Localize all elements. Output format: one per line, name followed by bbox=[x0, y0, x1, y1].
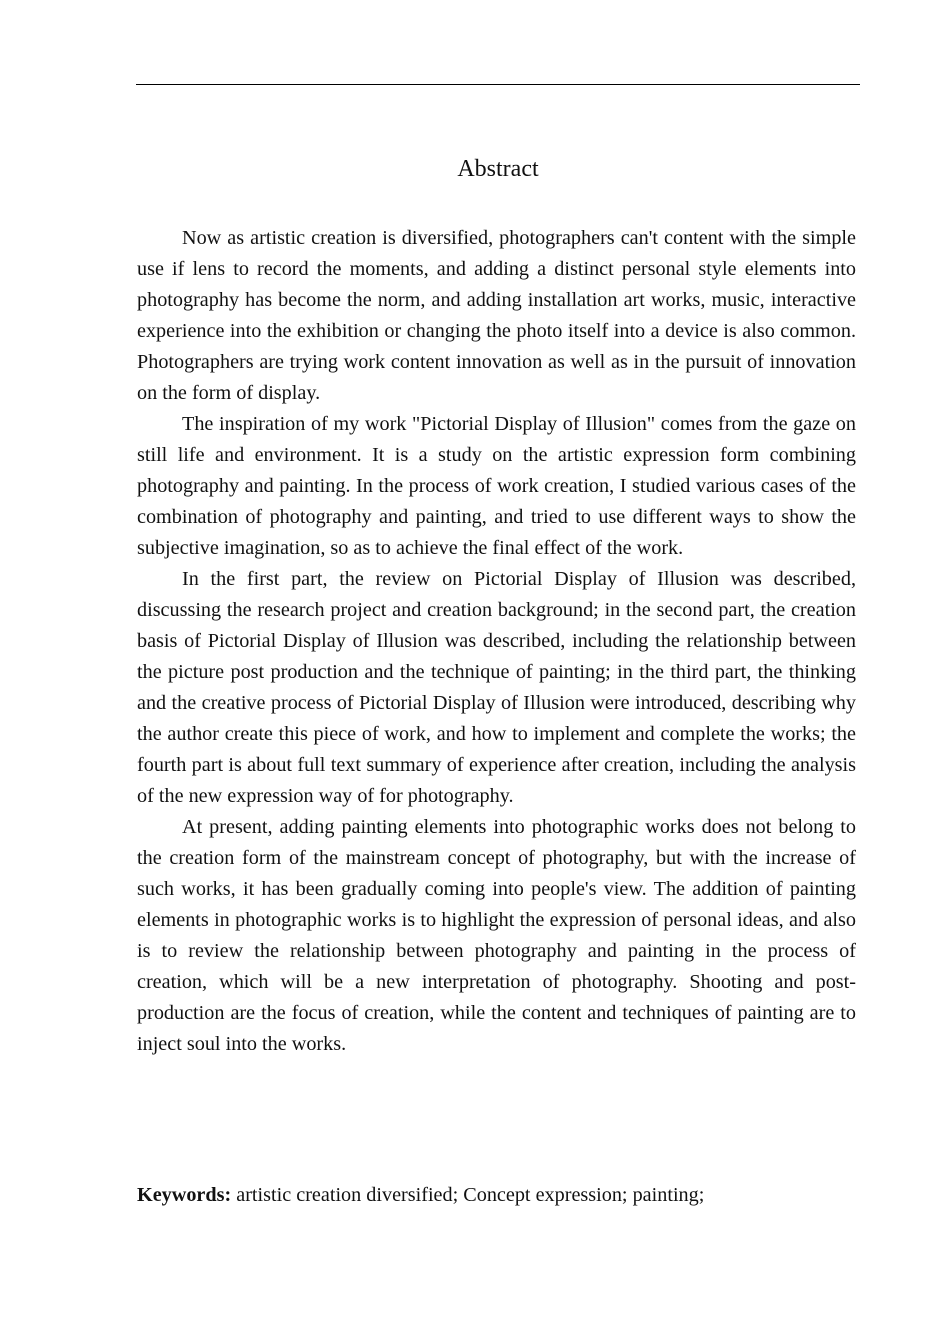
keywords-line bbox=[137, 1180, 856, 1211]
keywords-label: Keywords: bbox=[137, 1184, 232, 1206]
page-title: Abstract bbox=[457, 156, 539, 182]
abstract-paragraph-3: In the first part, the review on Pictorial Display of Illusion was described, discussing the research project and creation background; in the second part, the creation basis of Pictorial Display of Illusion was described, including the relationship between the picture post production and the technique of painting; in the third part, the thinking and the creative process of Pictorial Display of Illusion were introduced, describing why the author create this piece of work, and how to implement and complete the works; the fourth part is about full text summary of experience after creation, including the analysis of the new expression way of for photography. bbox=[137, 568, 856, 807]
abstract-paragraph-4: At present, adding painting elements into photographic works does not belong to the creation form of the mainstream concept of photography, but with the increase of such works, it has been gradually coming into people's view. The addition of painting elements in photographic works is to highlight the expression of personal ideas, and also is to review the relationship between photography and painting in the process of creation, which will be a new interpretation of photography. Shooting and post-production are the focus of creation, while the content and techniques of painting are to inject soul into the works. bbox=[137, 816, 856, 1055]
keywords-text: artistic creation diversified; Concept expression; painting; bbox=[231, 1184, 705, 1206]
abstract-paragraph-2: The inspiration of my work "Pictorial Display of Illusion" comes from the gaze on still life and environment. It is a study on the artistic expression form combining photography and painting. In the process of work creation, I studied various cases of the combination of photography and painting, and tried to use different ways to show the subjective imagination, so as to achieve the final effect of the work. bbox=[137, 413, 856, 559]
abstract-body bbox=[137, 223, 856, 1060]
abstract-paragraph-1: Now as artistic creation is diversified, photographers can't content with the simple use if lens to record the moments, and adding a distinct personal style elements into photography has become the norm, and adding installation art works, music, interactive experience into the exhibition or changing the photo itself into a device is also common. Photographers are trying work content innovation as well as in the pursuit of innovation on the form of display. bbox=[137, 227, 856, 404]
header-rule bbox=[136, 84, 860, 85]
